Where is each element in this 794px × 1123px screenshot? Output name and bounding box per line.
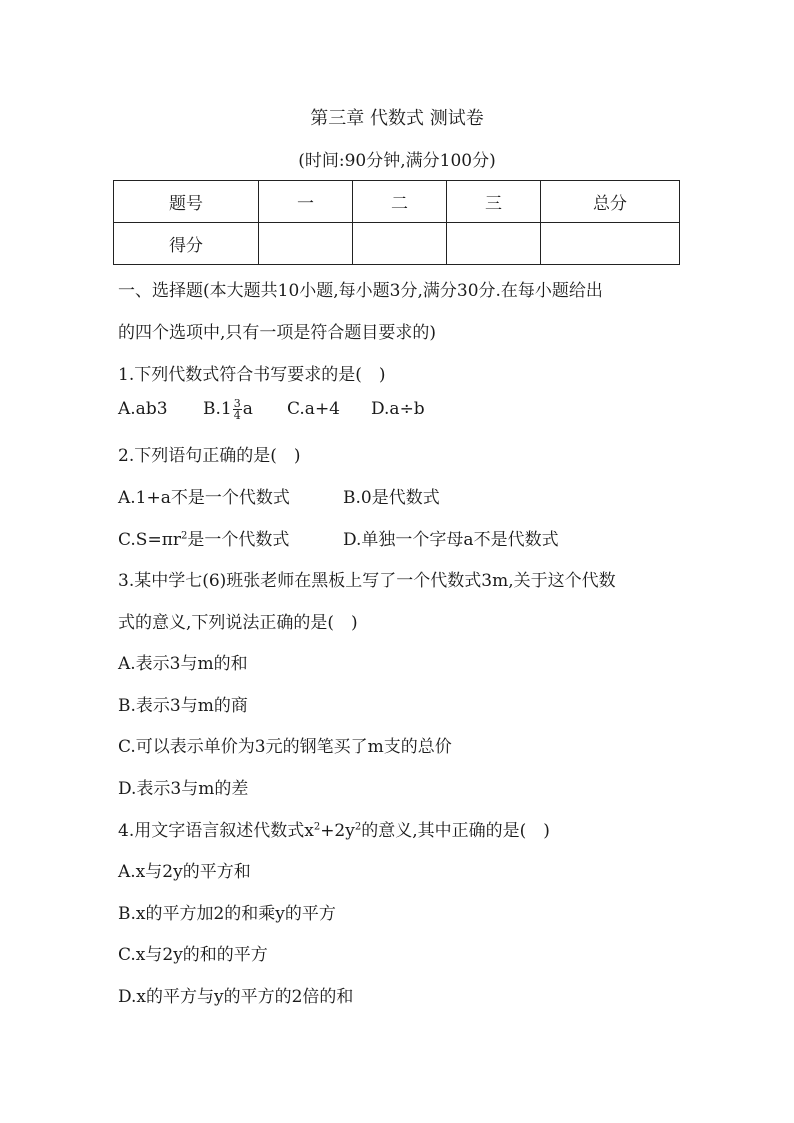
question-1-stem: 1.下列代数式符合书写要求的是( ) [118, 365, 386, 385]
option-b: B.0是代数式 [343, 488, 440, 508]
option-c: C.可以表示单价为3元的钢笔买了m支的总价 [118, 737, 452, 757]
option-a: A.表示3与m的和 [118, 654, 248, 674]
page-subtitle: (时间:90分钟,满分100分) [298, 151, 496, 171]
score-input-cell[interactable] [259, 223, 353, 265]
score-table [113, 180, 680, 265]
option-b: B.1 $\frac{3}{4}$ a [203, 397, 253, 422]
option-d: D.表示3与m的差 [118, 779, 249, 799]
option-d: D.a÷b [371, 399, 425, 419]
question-1-options [118, 398, 425, 421]
table-cell: 题号 [114, 181, 259, 223]
option-c: C.x与2y的和的平方 [118, 945, 268, 965]
section-heading: 一、选择题(本大题共10小题,每小题3分,满分30分.在每小题给出 [118, 281, 603, 301]
option-a: A.x与2y的平方和 [118, 862, 251, 882]
table-cell: 得分 [114, 223, 259, 265]
mixed-fraction: $\frac{3}{4}$ [233, 397, 241, 422]
section-heading-cont: 的四个选项中,只有一项是符合题目要求的) [118, 323, 437, 343]
question-3-stem: 3.某中学七(6)班张老师在黑板上写了一个代数式3m,关于这个代数 [118, 571, 616, 591]
question-4-stem: 4.用文字语言叙述代数式$x^2+2y^2$的意义,其中正确的是( ) [118, 821, 550, 841]
table-row [114, 181, 680, 223]
table-cell: 二 [353, 181, 447, 223]
option-c: $C.S=\pi r^2$是一个代数式 [118, 530, 290, 550]
question-3-stem-cont: 式的意义,下列说法正确的是( ) [118, 613, 358, 633]
table-cell: 三 [447, 181, 541, 223]
option-c: C.a+4 [287, 399, 341, 419]
page-title: 第三章 代数式 测试卷 [310, 108, 484, 129]
question-2-options-row1 [118, 483, 440, 508]
option-a: A.1+a不是一个代数式 [118, 488, 290, 508]
table-cell: 一 [259, 181, 353, 223]
score-input-cell[interactable] [353, 223, 447, 265]
option-b: B.x的平方加2的和乘y的平方 [118, 904, 336, 924]
question-2-options-row2 [118, 525, 559, 550]
question-2-stem: 2.下列语句正确的是( ) [118, 446, 301, 466]
table-cell: 总分 [541, 181, 680, 223]
option-d: D.x的平方与y的平方的2倍的和 [118, 987, 354, 1007]
score-input-cell[interactable] [541, 223, 680, 265]
option-b: B.表示3与m的商 [118, 696, 248, 716]
score-input-cell[interactable] [447, 223, 541, 265]
option-a: A.ab3 [118, 399, 168, 419]
table-row [114, 223, 680, 265]
option-d: D.单独一个字母a不是代数式 [343, 530, 559, 550]
